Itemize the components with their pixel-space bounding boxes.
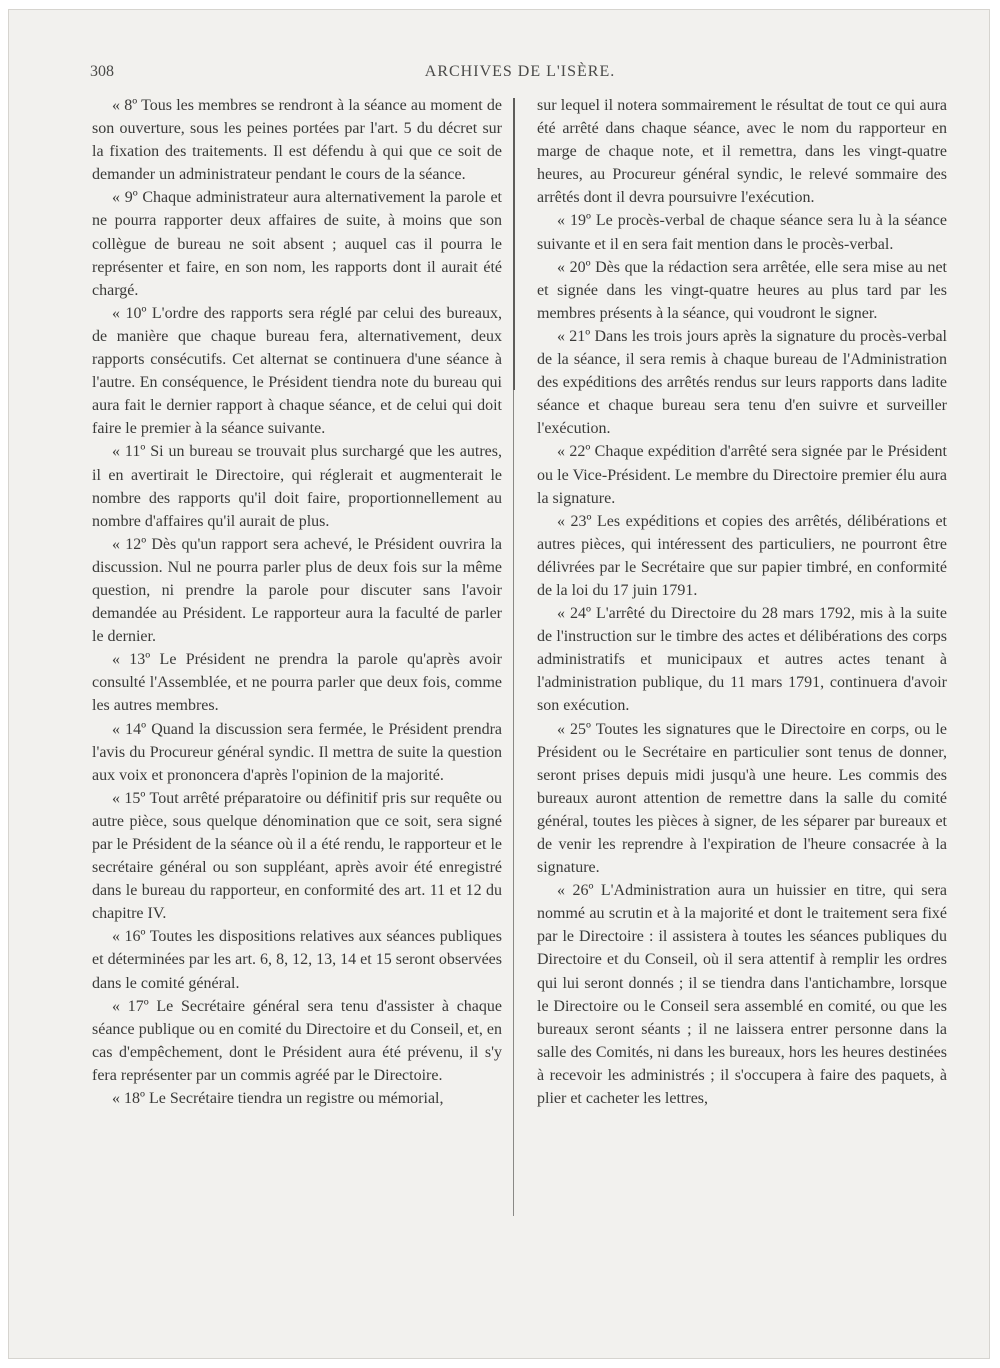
right-column: [537, 94, 947, 1110]
paragraph-art-15: « 15º Tout arrêté préparatoire ou définitif pris sur requête ou autre pièce, sous quelque dénomination que ce soit, sera signé par le Président de la séance où il a été rendu, le rapporteur et le secrétaire général ou son suppléant, après avoir été enregistré dans le bureau du rapporteur, en conformité des art. 11 et 12 du chapitre IV.: [92, 789, 502, 923]
running-title: ARCHIVES DE L'ISÈRE.: [424, 63, 616, 80]
paragraph-art-17: « 17º Le Secrétaire général sera tenu d'assister à chaque séance publique ou en comité du Directoire et du Conseil, et, en cas d'empêchement, dont le Président aura été prévenu, il s'y fera représenter par un commis agréé par le Directoire.: [92, 997, 502, 1084]
paragraph-art-24: « 24º L'arrêté du Directoire du 28 mars 1792, mis à la suite de l'instruction sur le timbre des actes et délibérations des corps administratifs et municipaux et autres actes tenant à l'administration publique, du 11 mars 1791, continuera d'avoir son exécution.: [537, 605, 947, 715]
paragraph-art-14: « 14º Quand la discussion sera fermée, le Président prendra l'avis du Procureur général syndic. Il mettra de suite la question aux voix et prononcera d'après l'opinion de la majorité.: [92, 720, 502, 784]
left-column: [92, 94, 502, 1110]
paragraph-art-16: « 16º Toutes les dispositions relatives aux séances publiques et déterminées par les art. 6, 8, 12, 13, 14 et 15 seront observées dans le comité général.: [92, 928, 502, 992]
paragraph-art-20: « 20º Dès que la rédaction sera arrêtée, elle sera mise au net et signée dans les vingt-quatre heures au plus tard par les membres présents à la séance, qui voudront le signer.: [537, 258, 947, 322]
paragraph-art-22: « 22º Chaque expédition d'arrêté sera signée par le Président ou le Vice-Président. Le membre du Directoire premier élu aura la signature.: [537, 443, 947, 507]
paragraph-art-11: « 11º Si un bureau se trouvait plus surchargé que les autres, il en avertirait le Directoire, qui réglerait et augmenterait le nombre des rapports qu'il doit faire, proportionnellement au nombre d'affaires qu'il aurait de plus.: [92, 443, 502, 530]
page-header: [90, 63, 950, 87]
paragraph-art-21: « 21º Dans les trois jours après la signature du procès-verbal de la séance, il sera remis à chaque bureau de l'Administration des expéditions des arrêtés rendus sur leurs rapports dans ladite séance et chaque bureau sera tenu d'en suivre et surveiller l'exécution.: [537, 327, 947, 438]
paragraph-art-13: « 13º Le Président ne prendra la parole qu'après avoir consulté l'Assemblée, et ne pourra parler que deux fois, comme les autres membres.: [92, 651, 502, 715]
paragraph-art-8: « 8º Tous les membres se rendront à la séance au moment de son ouverture, sous les peines portées par l'art. 5 du décret sur la fixation des traitements. Il est défendu à qui que ce soit de demander un administrateur pendant le cours de la séance.: [92, 97, 502, 184]
paragraph-art-18: « 18º Le Secrétaire tiendra un registre ou mémorial,: [112, 1090, 444, 1108]
paragraph-art-12: « 12º Dès qu'un rapport sera achevé, le Président ouvrira la discussion. Nul ne pourra parler plus de deux fois sur la même question, ni prendre la parole pour discuter sans l'avoir demandée au Président. Le rapporteur aura la faculté de parler le dernier.: [92, 535, 502, 646]
paragraph-art-10: « 10º L'ordre des rapports sera réglé par celui des bureaux, de manière que chaque bureau fera, alternativement, deux rapports consécutifs. Cet alternat se continuera d'une séance à l'autre. En conséquence, le Président tiendra note du bureau qui aura fait le dernier rapport à chaque séance, et de celui qui doit faire le premier à la séance suivante.: [92, 304, 502, 438]
paragraph-art-26: « 26º L'Administration aura un huissier en titre, qui sera nommé au scrutin et à la majorité et dont le traitement sera fixé par le Directoire : il assistera à toutes les séances publiques du Directoire et du Conseil, où il sera attentif à remplir les ordres qui lui seront donnés ; il se tiendra dans l'antichambre, lorsque le Directoire ou le Conseil sera assemblé en comité, ou que les bureaux seront séants ; il ne laissera entrer personne dans la salle des Comités, ni dans les bureaux, hors les heures destinées à recevoir les administrés ; il s'occupera à faire des paquets, à plier et cacheter les lettres,: [537, 882, 947, 1108]
paragraph-art-9: « 9º Chaque administrateur aura alternativement la parole et ne pourra rapporter deux affaires de suite, à moins que son collègue de bureau ne soit absent ; auquel cas il pourra le représenter et faire, en son nom, les rapports dont il aurait été chargé.: [92, 189, 502, 299]
paragraph-art-18-continued: sur lequel il notera sommairement le résultat de tout ce qui aura été arrêté dans chaque séance, avec le nom du rapporteur en marge de chaque note, et il remettra, dans les vingt-quatre heures, au Procureur général syndic, le relevé sommaire des arrêtés dont il devra poursuivre l'exécution.: [537, 97, 947, 207]
paragraph-art-23: « 23º Les expéditions et copies des arrêtés, délibérations et autres pièces, qui intéressent des particuliers, ne pourront être délivrées par le Secrétaire que sur papier timbré, en conformité de la loi du 17 juin 1791.: [537, 512, 947, 599]
page-number: 308: [90, 63, 114, 80]
paragraph-art-25: « 25º Toutes les signatures que le Directoire en corps, ou le Président ou le Secrétaire en particulier sont tenus de donner, seront prises depuis midi jusqu'à une heure. Les commis des bureaux auront attention de remettre dans la salle du comité général, toutes les pièces à signer, de les séparer par bureaux et de venir les reprendre à l'expiration de l'heure consacrée à la signature.: [537, 720, 947, 877]
column-divider-dark-segment: [513, 98, 515, 390]
paragraph-art-19: « 19º Le procès-verbal de chaque séance sera lu à la séance suivante et il en sera fait mention dans le procès-verbal.: [537, 212, 947, 253]
